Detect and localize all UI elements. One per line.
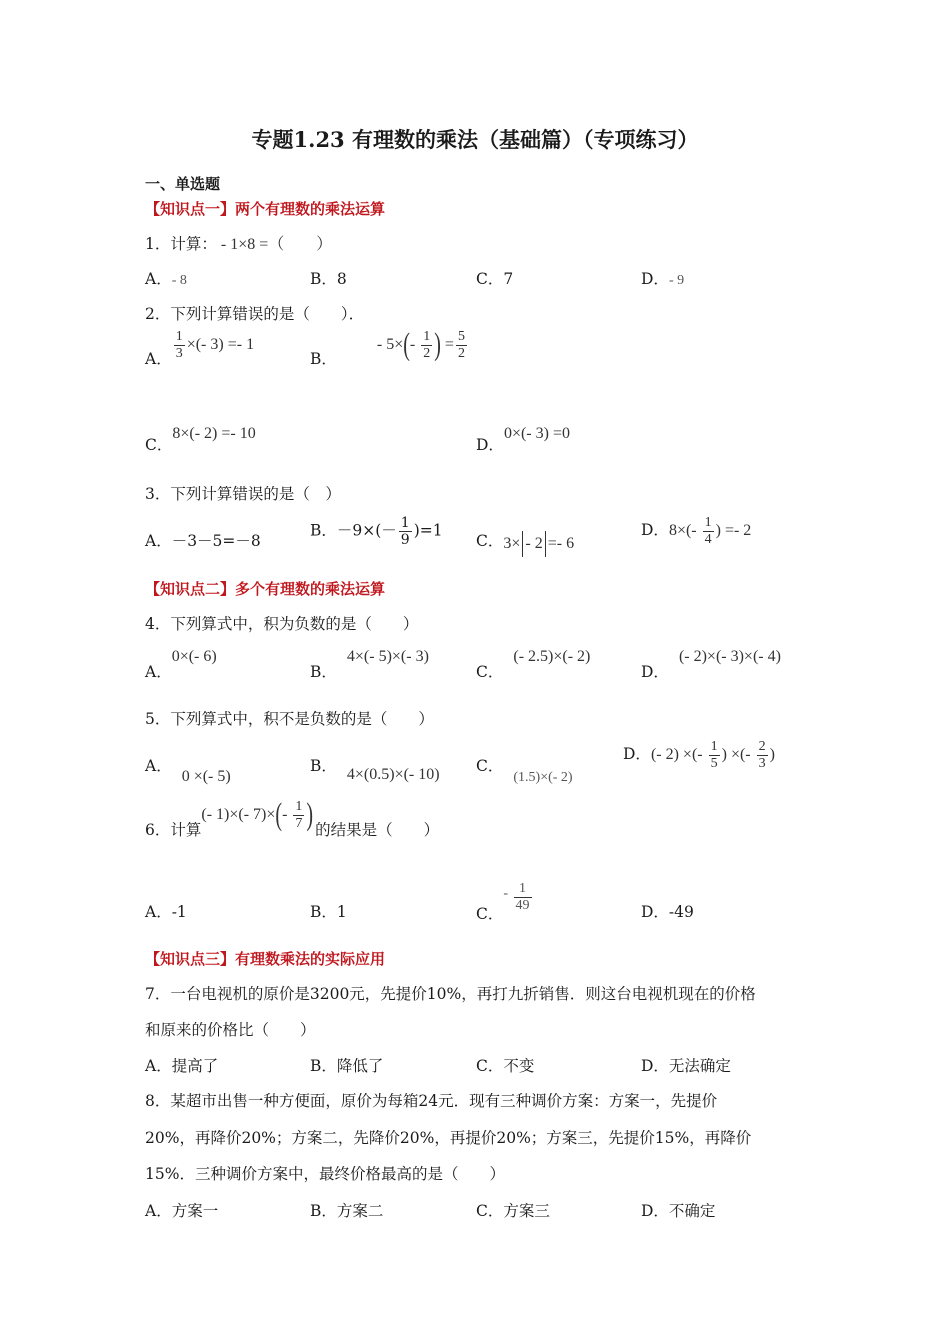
knowledge-point-2: 【知识点二】多个有理数的乘法运算: [145, 580, 386, 598]
q2-option-c[interactable]: C．8×(- 2) =- 10: [145, 425, 256, 454]
question-6: 6．计算(- 1)×(- 7)×(- $\frac{1}{7}$ ) 的结果是（ ）: [145, 797, 440, 840]
q8-option-a[interactable]: A．方案一: [145, 1202, 219, 1220]
q1-option-b[interactable]: B．8: [310, 270, 347, 288]
question-7-line-1: 7．一台电视机的原价是3200元，先提价10%，再打九折销售．则这台电视机现在的价格: [145, 985, 756, 1003]
q3-option-c[interactable]: C．3× - 2 =- 6: [476, 529, 574, 555]
question-1-stem: 1．计算：: [145, 235, 217, 253]
question-8-line-2: 20%，再降价20%；方案二，先降价20%，再提价20%；方案三，先提价15%，再降价: [145, 1129, 752, 1147]
question-2: 2．下列计算错误的是（ ）．: [145, 305, 365, 323]
q1-option-a[interactable]: A．- 8: [145, 270, 187, 288]
q1-option-d[interactable]: D．- 9: [641, 270, 685, 288]
knowledge-point-3: 【知识点三】有理数乘法的实际应用: [145, 950, 386, 968]
q6-option-d[interactable]: D．-49: [641, 903, 694, 921]
q8-option-b[interactable]: B．方案二: [310, 1202, 384, 1220]
q8-option-d[interactable]: D．不确定: [641, 1202, 716, 1220]
question-4: 4．下列算式中，积为负数的是（ ）: [145, 615, 419, 633]
question-5: 5．下列算式中，积不是负数的是（ ）: [145, 710, 434, 728]
question-7-line-2: 和原来的价格比（ ）: [145, 1021, 316, 1039]
q7-option-a[interactable]: A．提高了: [145, 1057, 219, 1075]
q7-option-c[interactable]: C．不变: [476, 1057, 535, 1075]
q3-option-d[interactable]: D．8×(- $\frac{1}{4}$ ) =- 2: [641, 515, 752, 547]
knowledge-point-1: 【知识点一】两个有理数的乘法运算: [145, 200, 386, 218]
q7-option-b[interactable]: B．降低了: [310, 1057, 384, 1075]
q1-option-c[interactable]: C．7: [476, 270, 514, 288]
q3-option-a[interactable]: A．－3－5=－8: [145, 532, 261, 550]
q4-option-a[interactable]: A．0×(- 6): [145, 648, 217, 681]
q4-option-b[interactable]: B．4×(- 5)×(- 3): [310, 648, 429, 681]
question-8-line-3: 15%．三种调价方案中，最终价格最高的是（ ）: [145, 1165, 505, 1183]
question-1: [145, 231, 332, 254]
q6-option-c[interactable]: C．- $\frac{1}{49}$: [476, 881, 530, 923]
q2-option-a[interactable]: A． $\frac{1}{3}$ ×(- 3) =- 1: [145, 329, 255, 368]
q7-option-d[interactable]: D．无法确定: [641, 1057, 731, 1075]
q6-option-b[interactable]: B．1: [310, 903, 347, 921]
q3-option-b[interactable]: B．－9×(－ $\frac{1}{9}$ )=1: [310, 515, 443, 548]
page-title: 专题1.23 有理数的乘法（基础篇）（专项练习）: [251, 127, 699, 152]
q5-option-c[interactable]: C．(1.5)×(- 2): [476, 757, 573, 785]
q2-option-b[interactable]: B．- 5×(- $\frac{1}{2}$ ) = $\frac{5}{2}$: [310, 327, 465, 368]
question-8-line-1: 8．某超市出售一种方便面，原价为每箱24元．现有三种调价方案：方案一，先提价: [145, 1092, 718, 1110]
q8-option-c[interactable]: C．方案三: [476, 1202, 550, 1220]
q6-option-a[interactable]: A．-1: [145, 903, 187, 921]
q5-option-a[interactable]: A．0 ×(- 5): [145, 757, 231, 785]
q4-option-c[interactable]: C．(- 2.5)×(- 2): [476, 648, 591, 681]
q4-option-d[interactable]: D．(- 2)×(- 3)×(- 4): [641, 648, 781, 681]
section-heading: 一、单选题: [145, 175, 221, 193]
question-3: 3．下列计算错误的是（ ）: [145, 485, 341, 503]
question-1-math: - 1×8 =（ ）: [220, 236, 333, 253]
q5-option-d[interactable]: D．(- 2) ×(- $\frac{1}{5}$ ) ×(- $\frac{2}{3}$ ): [623, 739, 775, 771]
q5-option-b[interactable]: B． 4×(0.5)×(- 10): [310, 757, 440, 783]
q2-option-d[interactable]: D．0×(- 3) =0: [476, 425, 570, 454]
